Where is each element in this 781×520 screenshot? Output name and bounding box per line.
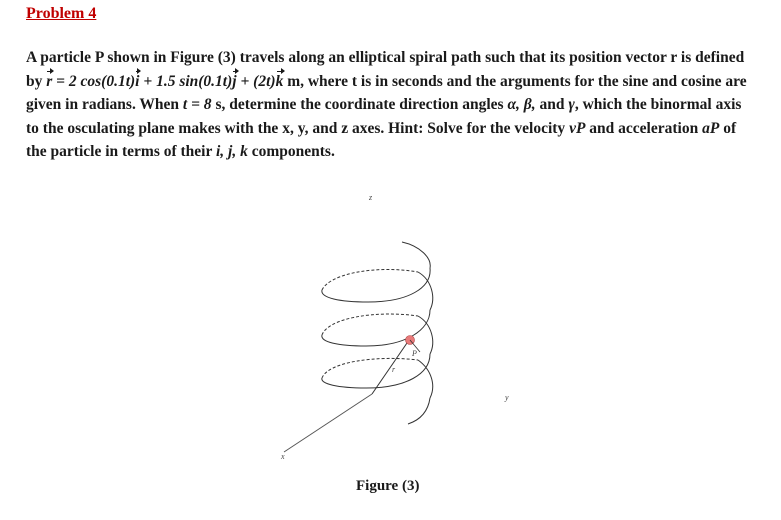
angles-alpha-beta: α, β, (507, 96, 536, 113)
spiral-back-2 (322, 314, 418, 335)
figure-caption: Figure (3) (356, 478, 420, 494)
p-label: P (412, 349, 417, 358)
text-segment-7: of the particle in terms of their (26, 119, 737, 160)
text-segment-2: m, where t is in seconds and the arguments for the sine and cosine are given in radians. When (26, 72, 747, 113)
text-segment-1: A particle P shown in Figure (3) travels along an elliptical spiral path such that its position vector r is defined by (26, 49, 745, 90)
eq-part-1: = 2 cos(0.1t) (52, 72, 136, 90)
x-axis-label: x (281, 452, 285, 461)
unit-vector-k: k (276, 70, 284, 94)
unit-vector-i: i (135, 70, 139, 94)
spiral-back-3 (322, 358, 418, 378)
position-equation (46, 73, 283, 90)
acceleration-symbol: aP (702, 119, 720, 137)
spiral-right-2 (418, 316, 433, 354)
problem-heading: Problem 4 (26, 5, 97, 22)
y-axis-label: y (505, 393, 509, 402)
elliptical-spiral (322, 242, 433, 424)
time-value: t = 8 (182, 96, 212, 113)
text-segment-6: and acceleration (585, 119, 703, 137)
x-axis-line (284, 394, 372, 452)
spiral-back-1 (322, 269, 418, 290)
r-vector-label: r (392, 365, 396, 374)
spiral-right-3 (418, 360, 433, 398)
ijk-components: i, j, k (215, 143, 248, 160)
spiral-front-1 (322, 268, 430, 302)
unit-vector-j: j (232, 70, 236, 94)
angle-gamma: γ (568, 96, 575, 113)
velocity-symbol: vP (569, 119, 586, 137)
spiral-figure (0, 180, 781, 480)
text-segment-4: and (535, 96, 569, 113)
text-segment-3: s, determine the coordinate direction angles (211, 96, 508, 113)
text-segment-5: , which the binormal axis to the osculating plane makes with the x, y, and z axes. Hint: Solve for the velocity (26, 96, 742, 137)
vector-r: r (46, 70, 52, 94)
text-segment-8: components. (247, 143, 335, 160)
spiral-bottom (408, 398, 430, 424)
spiral-top (402, 242, 430, 268)
spiral-right-1 (418, 272, 433, 310)
problem-statement (26, 46, 758, 164)
z-axis-label: z (369, 193, 373, 202)
eq-part-3: + (2t) (236, 72, 276, 90)
eq-part-2: + 1.5 sin(0.1t) (139, 72, 233, 90)
